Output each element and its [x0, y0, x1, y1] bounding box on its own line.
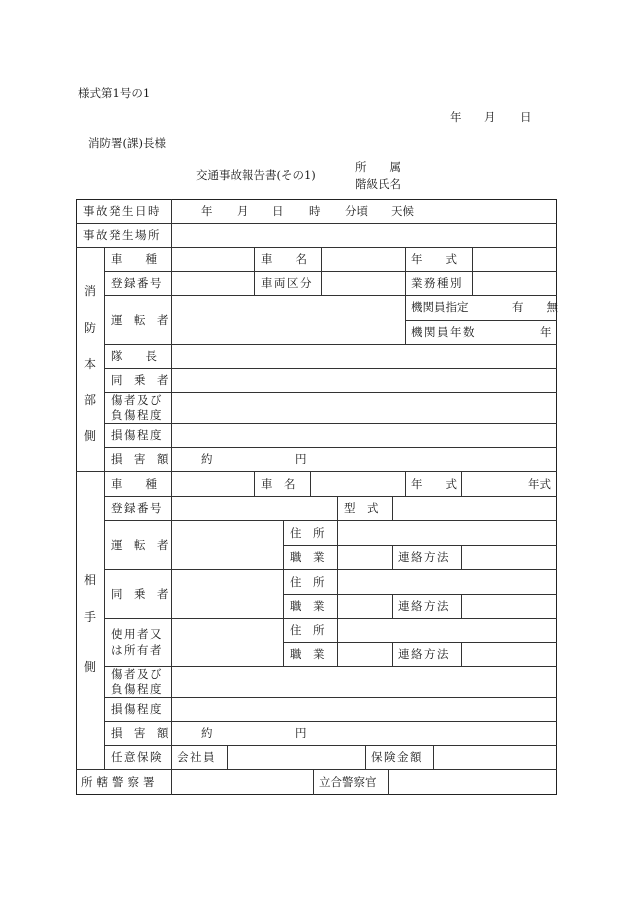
column-divider — [283, 520, 284, 666]
yes-no-label: 有 無 — [512, 300, 558, 314]
owner-address-label: 住 所 — [290, 623, 325, 637]
fire-passenger-label: 同 乗 者 — [111, 373, 169, 387]
column-divider — [254, 471, 255, 496]
datetime-hour: 時 — [309, 204, 321, 218]
column-divider — [461, 642, 462, 666]
other-injured-label-1: 傷者及び — [111, 667, 163, 681]
other-model-year-label: 年 式 — [411, 477, 457, 491]
company-label: 会社員 — [177, 750, 216, 764]
datetime-weather: 天候 — [391, 204, 414, 218]
passenger-contact-label: 連絡方法 — [398, 599, 450, 613]
column-divider — [337, 496, 338, 520]
fire-reg-number-label: 登録番号 — [111, 276, 163, 290]
other-side-char: 側 — [83, 660, 96, 674]
column-divider — [171, 199, 172, 795]
passenger-address-label: 住 所 — [290, 575, 325, 589]
owner-contact-label: 連絡方法 — [398, 647, 450, 661]
column-divider — [254, 247, 255, 295]
column-divider — [104, 247, 105, 769]
datetime-year: 年 — [201, 204, 213, 218]
column-divider — [461, 471, 462, 496]
officer-label: 立合警察官 — [319, 775, 377, 789]
other-model-label: 型 式 — [344, 501, 379, 515]
other-injured-label-2: 負傷程度 — [111, 682, 163, 696]
owner-occupation-label: 職 業 — [290, 647, 325, 661]
police-station-label: 所轄警察署 — [81, 775, 159, 789]
owner-label-2: は所有者 — [111, 643, 163, 657]
column-divider — [392, 594, 393, 618]
fire-damage-amount-label: 損 害 額 — [111, 452, 169, 466]
rank-name-label: 階級氏名 — [355, 177, 401, 191]
fire-model-year-label: 年 式 — [411, 252, 457, 266]
other-reg-number-label: 登録番号 — [111, 501, 163, 515]
other-side-char: 手 — [83, 610, 96, 624]
column-divider — [392, 545, 393, 569]
fire-vehicle-name-label: 車 名 — [261, 252, 307, 266]
accident-datetime-label: 事故発生日時 — [83, 204, 161, 218]
fire-injured-label-2: 負傷程度 — [111, 408, 163, 422]
year-unit-label: 年 — [540, 325, 552, 339]
date-month-label: 月 — [484, 110, 496, 124]
row-divider — [283, 594, 557, 595]
row-divider — [76, 247, 557, 248]
column-divider — [227, 745, 228, 769]
driver-address-label: 住 所 — [290, 526, 325, 540]
fire-vehicle-type-label: 車 種 — [111, 252, 157, 266]
row-divider — [76, 769, 557, 770]
other-side-char: 相 — [83, 573, 96, 587]
column-divider — [405, 247, 406, 344]
column-divider — [461, 594, 462, 618]
datetime-month: 月 — [237, 204, 249, 218]
other-model-year-value: 年式 — [528, 477, 551, 491]
addressee: 消防署(課)長様 — [88, 136, 166, 150]
other-yen-label: 円 — [295, 726, 307, 740]
column-divider — [472, 247, 473, 295]
fire-yen-label: 円 — [295, 452, 307, 466]
other-damage-degree-label: 損傷程度 — [111, 702, 163, 716]
row-divider — [405, 320, 557, 321]
column-divider — [433, 745, 434, 769]
date-year-label: 年 — [450, 110, 462, 124]
other-passenger-label: 同 乗 者 — [111, 587, 169, 601]
other-driver-label: 運 転 者 — [111, 538, 169, 552]
column-divider — [405, 471, 406, 496]
fire-vehicle-class-label: 車両区分 — [261, 276, 313, 290]
fire-side-char: 側 — [83, 429, 96, 443]
fire-injured-label-1: 傷者及び — [111, 393, 163, 407]
passenger-occupation-label: 職 業 — [290, 599, 325, 613]
operator-designation-label: 機関員指定 — [411, 300, 469, 314]
datetime-day: 日 — [272, 204, 284, 218]
affiliation-label: 所 属 — [355, 160, 401, 174]
other-vehicle-type-label: 車 種 — [111, 477, 157, 491]
other-approx-label: 約 — [201, 726, 213, 740]
fire-approx-label: 約 — [201, 452, 213, 466]
other-vehicle-name-label: 車 名 — [261, 477, 296, 491]
column-divider — [321, 247, 322, 295]
other-damage-amount-label: 損 害 額 — [111, 726, 169, 740]
captain-label: 隊 長 — [111, 349, 157, 363]
date-day-label: 日 — [520, 110, 532, 124]
driver-contact-label: 連絡方法 — [398, 550, 450, 564]
datetime-minute: 分頃 — [345, 204, 368, 218]
fire-side-char: 消 — [83, 284, 96, 298]
column-divider — [365, 745, 366, 769]
column-divider — [392, 496, 393, 520]
fire-side-char: 防 — [83, 321, 96, 335]
row-divider — [283, 545, 557, 546]
fire-damage-degree-label: 損傷程度 — [111, 428, 163, 442]
section-divider — [76, 471, 557, 472]
document-title: 交通事故報告書(その1) — [196, 168, 316, 182]
column-divider — [310, 471, 311, 496]
fire-side-char: 本 — [83, 357, 96, 371]
fire-side-char: 部 — [83, 393, 96, 407]
accident-place-label: 事故発生場所 — [83, 228, 161, 242]
driver-occupation-label: 職 業 — [290, 550, 325, 564]
form-number: 様式第1号の1 — [78, 86, 151, 100]
column-divider — [337, 520, 338, 666]
column-divider — [461, 545, 462, 569]
operator-years-label: 機関員年数 — [411, 325, 476, 339]
column-divider — [388, 769, 389, 795]
insurance-label: 任意保険 — [111, 750, 163, 764]
fire-duty-type-label: 業務種別 — [411, 276, 463, 290]
owner-label-1: 使用者又 — [111, 627, 163, 641]
row-divider — [283, 642, 557, 643]
row-divider — [76, 223, 557, 224]
column-divider — [313, 769, 314, 795]
insurance-amount-label: 保険金額 — [371, 750, 423, 764]
column-divider — [392, 642, 393, 666]
fire-driver-label: 運 転 者 — [111, 313, 169, 327]
